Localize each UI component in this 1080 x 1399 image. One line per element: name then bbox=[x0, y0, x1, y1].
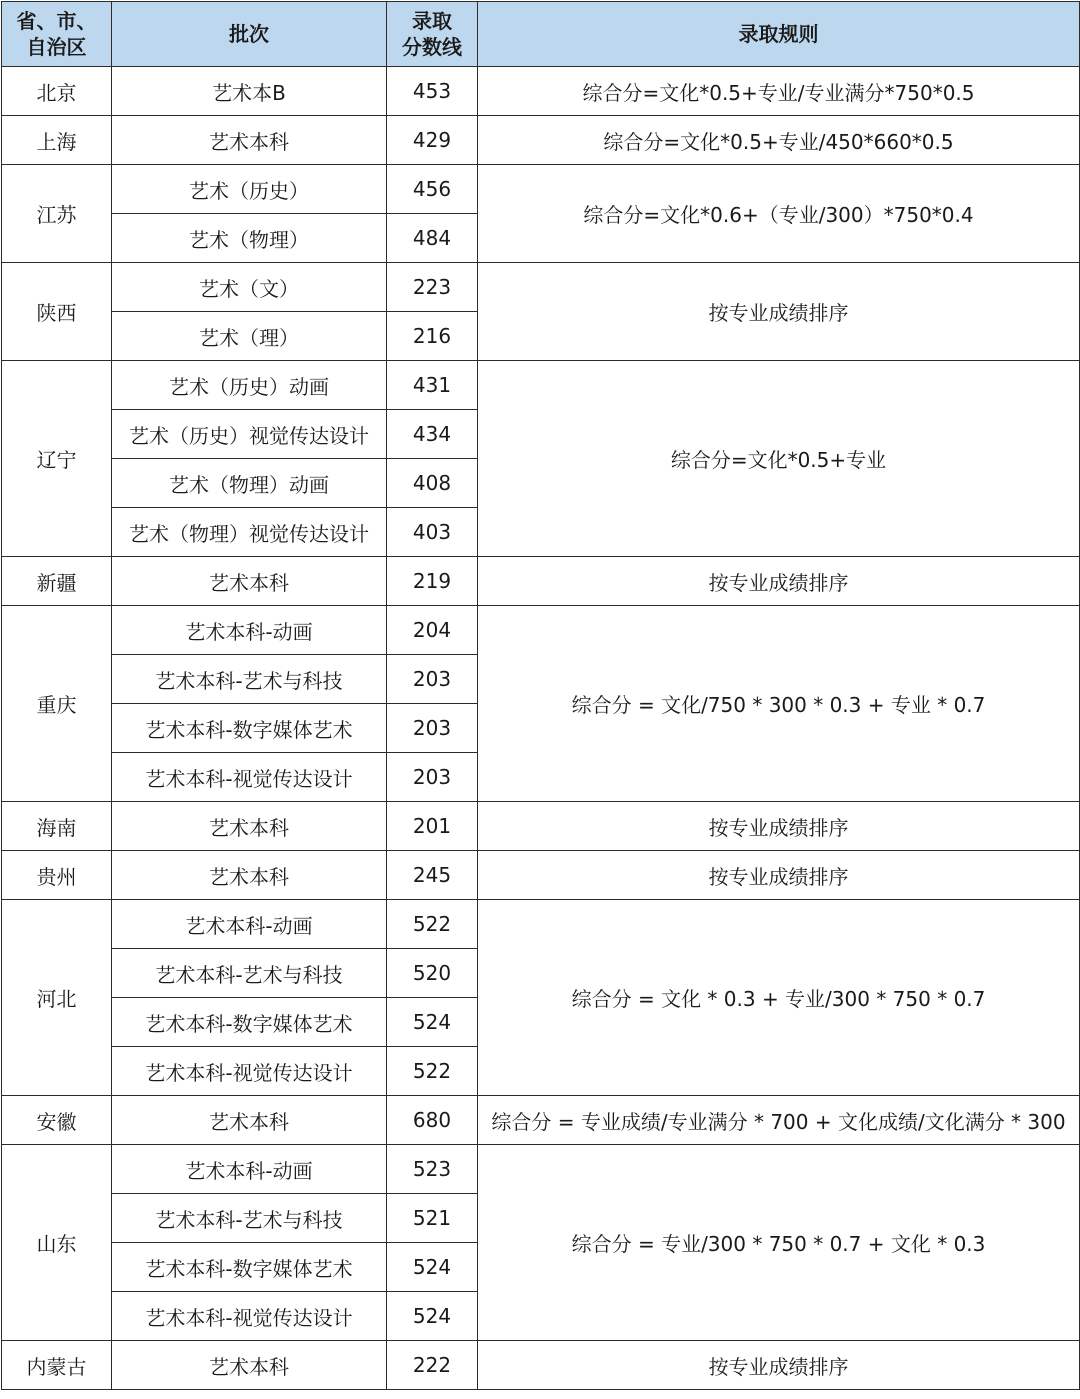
score-cell: 204 bbox=[387, 606, 478, 655]
rule-cell: 按专业成绩排序 bbox=[478, 263, 1080, 361]
batch-cell: 艺术本科-数字媒体艺术 bbox=[112, 1243, 387, 1292]
rule-cell: 综合分 = 专业成绩/专业满分 * 700 + 文化成绩/文化满分 * 300 bbox=[478, 1096, 1080, 1145]
rule-cell: 按专业成绩排序 bbox=[478, 557, 1080, 606]
score-cell: 431 bbox=[387, 361, 478, 410]
batch-cell: 艺术（历史）动画 bbox=[112, 361, 387, 410]
score-cell: 520 bbox=[387, 949, 478, 998]
header-region bbox=[2, 2, 112, 67]
batch-cell: 艺术本科-艺术与科技 bbox=[112, 1194, 387, 1243]
rule-cell: 综合分=文化*0.5+专业 bbox=[478, 361, 1080, 557]
header-score bbox=[387, 2, 478, 67]
table-row bbox=[2, 1145, 1080, 1194]
batch-cell: 艺术本科-艺术与科技 bbox=[112, 655, 387, 704]
region-cell: 上海 bbox=[2, 116, 112, 165]
batch-cell: 艺术（物理）视觉传达设计 bbox=[112, 508, 387, 557]
header-region-line1: 省、市、 bbox=[16, 9, 97, 33]
region-cell: 海南 bbox=[2, 802, 112, 851]
score-cell: 408 bbox=[387, 459, 478, 508]
batch-cell: 艺术（物理） bbox=[112, 214, 387, 263]
rule-cell: 综合分 = 文化 * 0.3 + 专业/300 * 750 * 0.7 bbox=[478, 900, 1080, 1096]
score-cell: 522 bbox=[387, 900, 478, 949]
batch-cell: 艺术（历史） bbox=[112, 165, 387, 214]
admission-score-table bbox=[1, 1, 1080, 1390]
batch-cell: 艺术本科-动画 bbox=[112, 606, 387, 655]
batch-cell: 艺术本科-艺术与科技 bbox=[112, 949, 387, 998]
score-cell: 216 bbox=[387, 312, 478, 361]
batch-cell: 艺术本科-动画 bbox=[112, 1145, 387, 1194]
table-row bbox=[2, 67, 1080, 116]
rule-cell: 按专业成绩排序 bbox=[478, 1341, 1080, 1390]
rule-cell: 综合分=文化*0.5+专业/450*660*0.5 bbox=[478, 116, 1080, 165]
table-row bbox=[2, 116, 1080, 165]
rule-cell: 综合分=文化*0.6+（专业/300）*750*0.4 bbox=[478, 165, 1080, 263]
header-batch: 批次 bbox=[112, 2, 387, 67]
score-cell: 522 bbox=[387, 1047, 478, 1096]
score-cell: 429 bbox=[387, 116, 478, 165]
score-cell: 222 bbox=[387, 1341, 478, 1390]
table-row bbox=[2, 900, 1080, 949]
region-cell: 北京 bbox=[2, 67, 112, 116]
batch-cell: 艺术（历史）视觉传达设计 bbox=[112, 410, 387, 459]
region-cell: 河北 bbox=[2, 900, 112, 1096]
region-cell: 辽宁 bbox=[2, 361, 112, 557]
batch-cell: 艺术（文） bbox=[112, 263, 387, 312]
score-cell: 524 bbox=[387, 998, 478, 1047]
table-row bbox=[2, 165, 1080, 214]
region-cell: 新疆 bbox=[2, 557, 112, 606]
score-cell: 680 bbox=[387, 1096, 478, 1145]
score-cell: 453 bbox=[387, 67, 478, 116]
score-cell: 223 bbox=[387, 263, 478, 312]
region-cell: 陕西 bbox=[2, 263, 112, 361]
table-row bbox=[2, 1341, 1080, 1390]
table-body bbox=[2, 67, 1080, 1390]
batch-cell: 艺术本科-数字媒体艺术 bbox=[112, 704, 387, 753]
table-row bbox=[2, 802, 1080, 851]
score-cell: 201 bbox=[387, 802, 478, 851]
batch-cell: 艺术本科 bbox=[112, 851, 387, 900]
table-row bbox=[2, 606, 1080, 655]
batch-cell: 艺术（物理）动画 bbox=[112, 459, 387, 508]
score-cell: 245 bbox=[387, 851, 478, 900]
batch-cell: 艺术本科 bbox=[112, 557, 387, 606]
score-cell: 524 bbox=[387, 1243, 478, 1292]
region-cell: 山东 bbox=[2, 1145, 112, 1341]
header-row bbox=[2, 2, 1080, 67]
rule-cell: 按专业成绩排序 bbox=[478, 851, 1080, 900]
batch-cell: 艺术本科 bbox=[112, 116, 387, 165]
score-cell: 203 bbox=[387, 753, 478, 802]
score-cell: 203 bbox=[387, 655, 478, 704]
score-cell: 203 bbox=[387, 704, 478, 753]
batch-cell: 艺术本科-数字媒体艺术 bbox=[112, 998, 387, 1047]
region-cell: 安徽 bbox=[2, 1096, 112, 1145]
rule-cell: 综合分=文化*0.5+专业/专业满分*750*0.5 bbox=[478, 67, 1080, 116]
header-rule: 录取规则 bbox=[478, 2, 1080, 67]
batch-cell: 艺术（理） bbox=[112, 312, 387, 361]
batch-cell: 艺术本科 bbox=[112, 802, 387, 851]
header-score-line2: 分数线 bbox=[402, 35, 462, 59]
batch-cell: 艺术本科 bbox=[112, 1341, 387, 1390]
score-cell: 524 bbox=[387, 1292, 478, 1341]
score-cell: 523 bbox=[387, 1145, 478, 1194]
region-cell: 贵州 bbox=[2, 851, 112, 900]
batch-cell: 艺术本科 bbox=[112, 1096, 387, 1145]
score-cell: 456 bbox=[387, 165, 478, 214]
rule-cell: 按专业成绩排序 bbox=[478, 802, 1080, 851]
table-row bbox=[2, 851, 1080, 900]
score-cell: 434 bbox=[387, 410, 478, 459]
score-cell: 219 bbox=[387, 557, 478, 606]
batch-cell: 艺术本B bbox=[112, 67, 387, 116]
table-row bbox=[2, 557, 1080, 606]
table-row bbox=[2, 361, 1080, 410]
batch-cell: 艺术本科-动画 bbox=[112, 900, 387, 949]
region-cell: 江苏 bbox=[2, 165, 112, 263]
region-cell: 内蒙古 bbox=[2, 1341, 112, 1390]
batch-cell: 艺术本科-视觉传达设计 bbox=[112, 1047, 387, 1096]
header-score-line1: 录取 bbox=[412, 9, 452, 33]
batch-cell: 艺术本科-视觉传达设计 bbox=[112, 753, 387, 802]
table-header bbox=[2, 2, 1080, 67]
score-cell: 521 bbox=[387, 1194, 478, 1243]
rule-cell: 综合分 = 专业/300 * 750 * 0.7 + 文化 * 0.3 bbox=[478, 1145, 1080, 1341]
header-region-line2: 自治区 bbox=[26, 35, 87, 59]
batch-cell: 艺术本科-视觉传达设计 bbox=[112, 1292, 387, 1341]
score-cell: 403 bbox=[387, 508, 478, 557]
table-row bbox=[2, 263, 1080, 312]
rule-cell: 综合分 = 文化/750 * 300 * 0.3 + 专业 * 0.7 bbox=[478, 606, 1080, 802]
table-row bbox=[2, 1096, 1080, 1145]
score-cell: 484 bbox=[387, 214, 478, 263]
region-cell: 重庆 bbox=[2, 606, 112, 802]
